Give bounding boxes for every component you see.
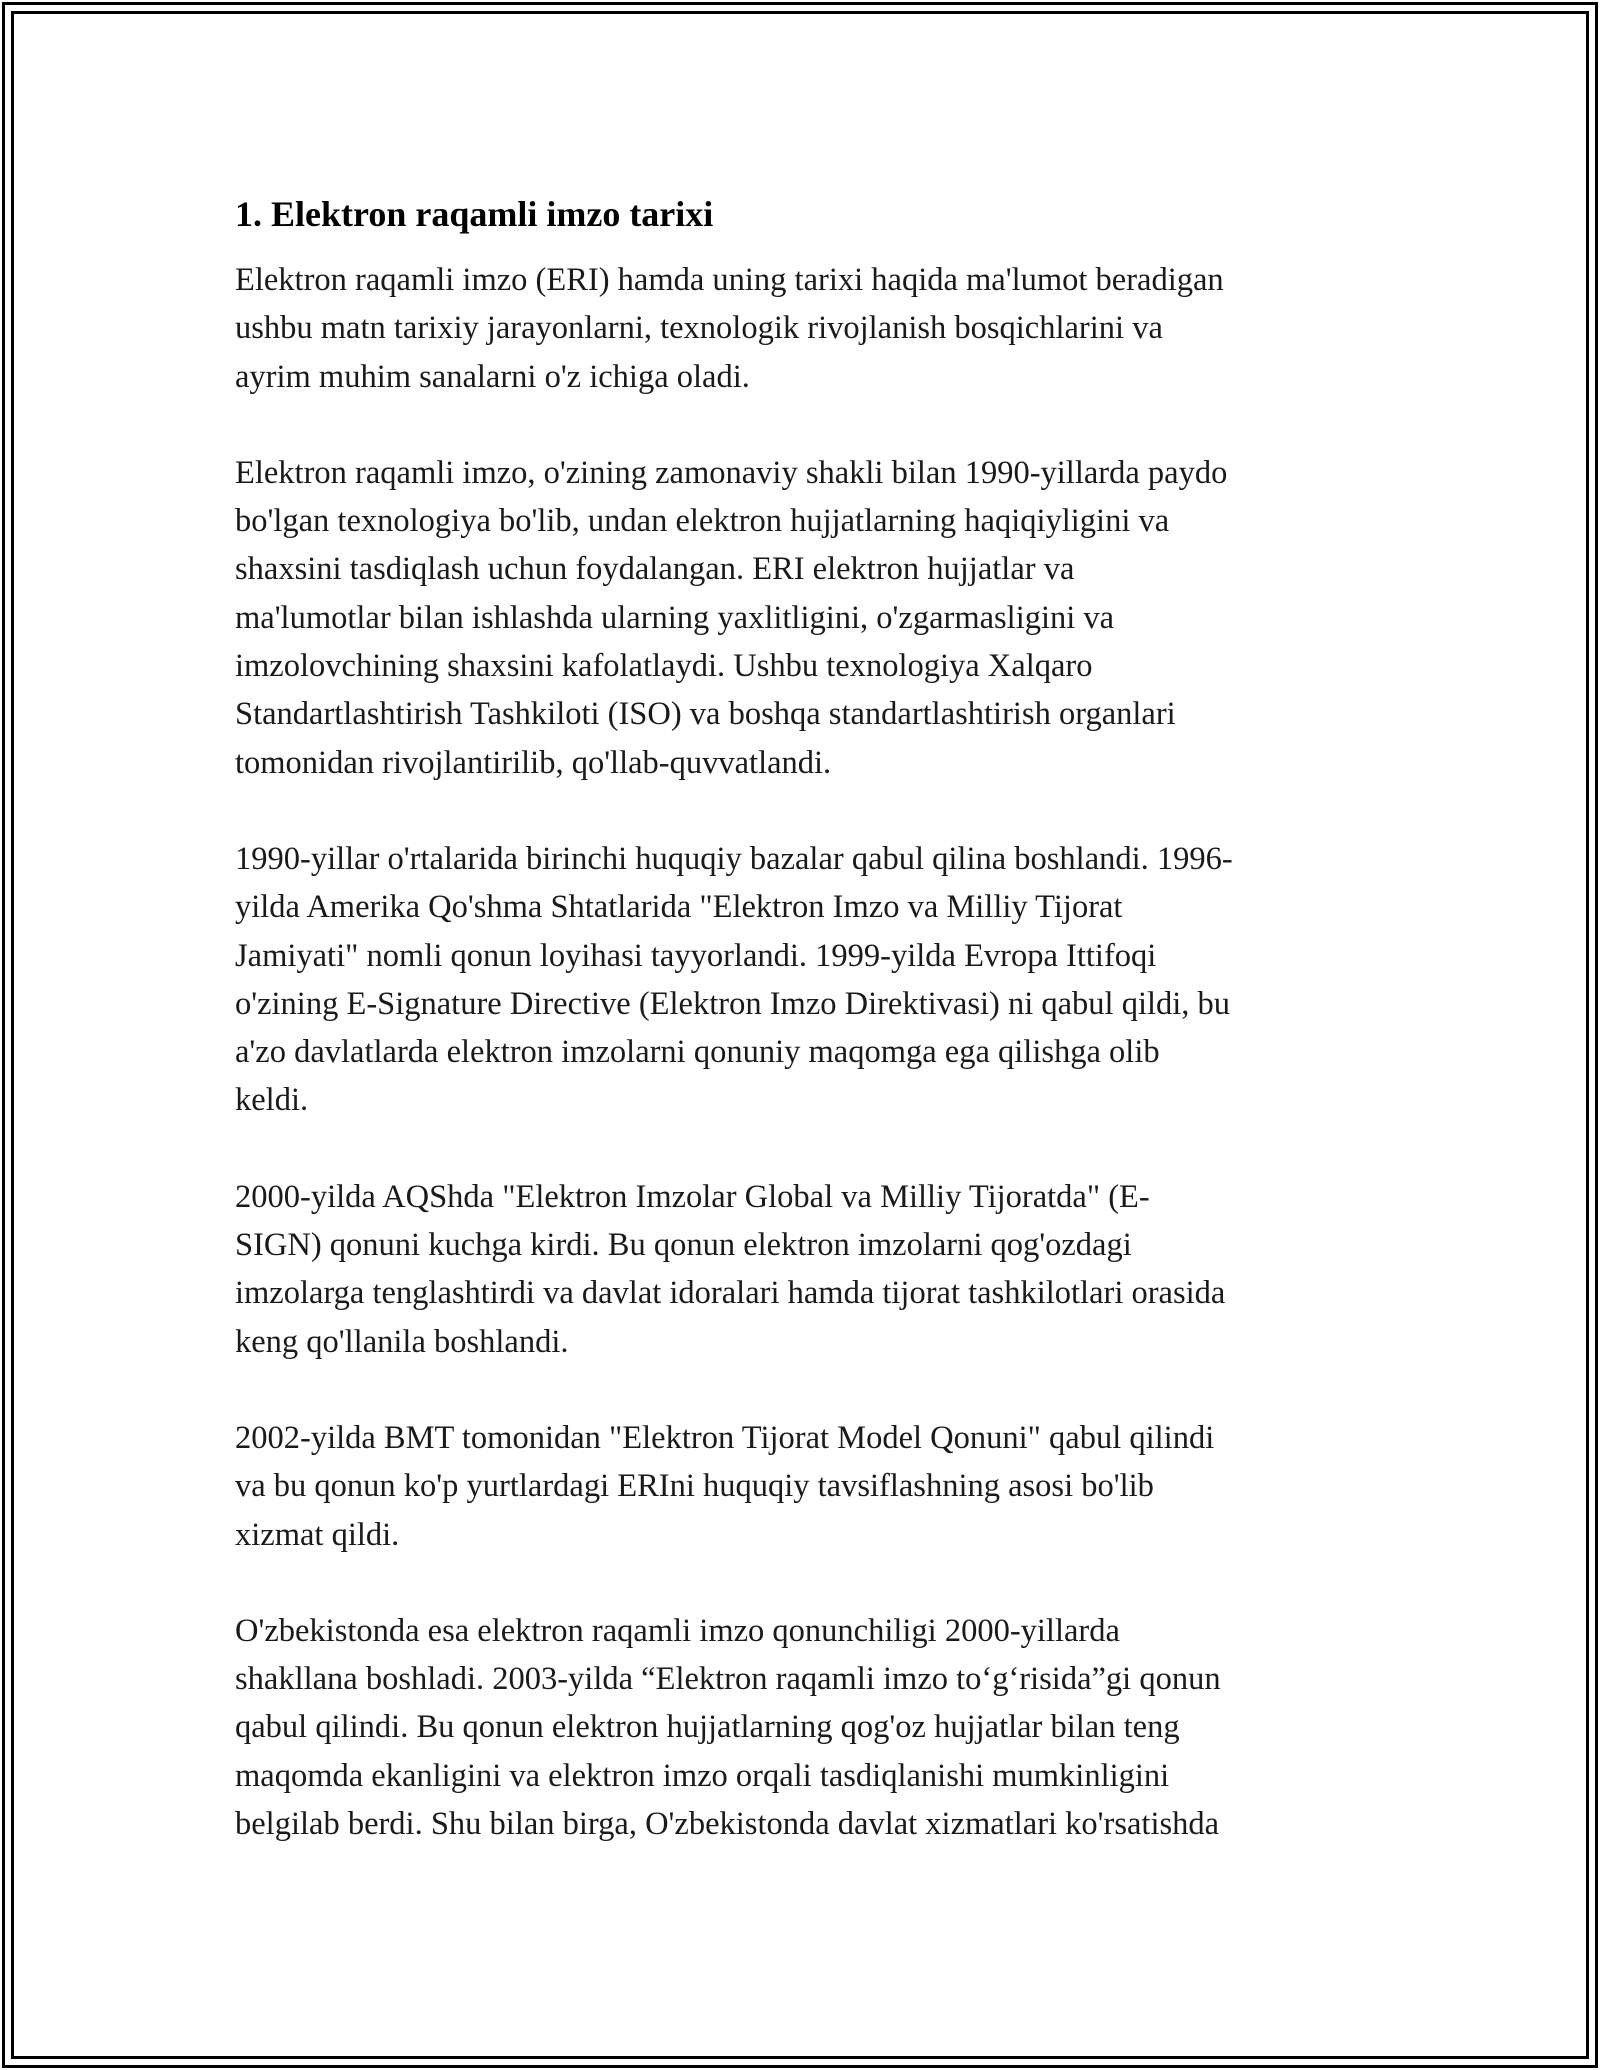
paragraph-intro bbox=[235, 256, 1375, 401]
text-line: shaxsini tasdiqlash uchun foydalangan. ERI elektron hujjatlar va bbox=[235, 551, 1075, 588]
document-body bbox=[235, 186, 1375, 1896]
text-line: imzolovchining shaxsini kafolatlaydi. Ushbu texnologiya Xalqaro bbox=[235, 648, 1093, 685]
section-heading: 1. Elektron raqamli imzo tarixi bbox=[235, 194, 714, 234]
text-line: yilda Amerika Qo'shma Shtatlarida "Elektron Imzo va Milliy Tijorat bbox=[235, 889, 1123, 926]
text-line: Elektron raqamli imzo (ERI) hamda uning tarixi haqida ma'lumot beradigan bbox=[235, 262, 1224, 298]
text-line: va bu qonun ko'p yurtlardagi ERIni huquqiy tavsiflashning asosi bo'lib bbox=[235, 1468, 1154, 1505]
text-line: keldi. bbox=[235, 1082, 309, 1119]
text-line: ushbu matn tarixiy jarayonlarni, texnologik rivojlanish bosqichlarini va bbox=[235, 310, 1163, 347]
paragraph-technology bbox=[235, 449, 1375, 787]
text-line: qabul qilindi. Bu qonun elektron hujjatlarning qog'oz hujjatlar bilan teng bbox=[235, 1709, 1180, 1746]
text-line: o'zining E-Signature Directive (Elektron Imzo Direktivasi) ni qabul qildi, bu bbox=[235, 985, 1231, 1022]
text-line: maqomda ekanligini va elektron imzo orqali tasdiqlanishi mumkinligini bbox=[235, 1757, 1170, 1794]
text-line: a'zo davlatlarda elektron imzolarni qonuniy maqomga ega qilishga olib bbox=[235, 1034, 1160, 1071]
paragraph-uzbekistan bbox=[235, 1607, 1375, 1848]
text-line: belgilab berdi. Shu bilan birga, O'zbekistonda davlat xizmatlari ko'rsatishda bbox=[235, 1806, 1220, 1843]
text-line: 1990-yillar o'rtalarida birinchi huquqiy bazalar qabul qilina boshlandi. 1996- bbox=[235, 840, 1233, 877]
text-line: imzolarga tenglashtirdi va davlat idoralari hamda tijorat tashkilotlari orasida bbox=[235, 1275, 1226, 1312]
paragraph-2000 bbox=[235, 1173, 1375, 1366]
text-line: shakllana boshladi. 2003-yilda “Elektron raqamli imzo to‘g‘risida”gi qonun bbox=[235, 1661, 1221, 1698]
text-line: 2002-yilda BMT tomonidan "Elektron Tijorat Model Qonuni" qabul qilindi bbox=[235, 1419, 1215, 1456]
text-line: Elektron raqamli imzo, o'zining zamonaviy shakli bilan 1990-yillarda paydo bbox=[235, 454, 1228, 491]
text-line: 2000-yilda AQShda "Elektron Imzolar Global va Milliy Tijoratda" (E- bbox=[235, 1178, 1150, 1215]
text-line: ma'lumotlar bilan ishlashda ularning yaxlitligini, o'zgarmasligini va bbox=[235, 599, 1115, 636]
text-line: xizmat qildi. bbox=[235, 1516, 400, 1553]
text-line: Standartlashtirish Tashkiloti (ISO) va boshqa standartlashtirish organlari bbox=[235, 696, 1176, 733]
text-line: SIGN) qonuni kuchga kirdi. Bu qonun elektron imzolarni qog'ozdagi bbox=[235, 1227, 1132, 1264]
text-line: bo'lgan texnologiya bo'lib, undan elektron hujjatlarning haqiqiyligini va bbox=[235, 503, 1170, 540]
text-line: O'zbekistonda esa elektron raqamli imzo qonunchiligi 2000-yillarda bbox=[235, 1612, 1120, 1649]
text-line: ayrim muhim sanalarni o'z ichiga oladi. bbox=[235, 358, 750, 395]
text-line: tomonidan rivojlantirilib, qo'llab-quvvatlandi. bbox=[235, 744, 832, 781]
paragraph-1990s bbox=[235, 835, 1375, 1125]
text-line: Jamiyati" nomli qonun loyihasi tayyorlandi. 1999-yilda Evropa Ittifoqi bbox=[235, 937, 1157, 974]
text-line: keng qo'llanila boshlandi. bbox=[235, 1323, 569, 1360]
paragraph-2002 bbox=[235, 1414, 1375, 1559]
